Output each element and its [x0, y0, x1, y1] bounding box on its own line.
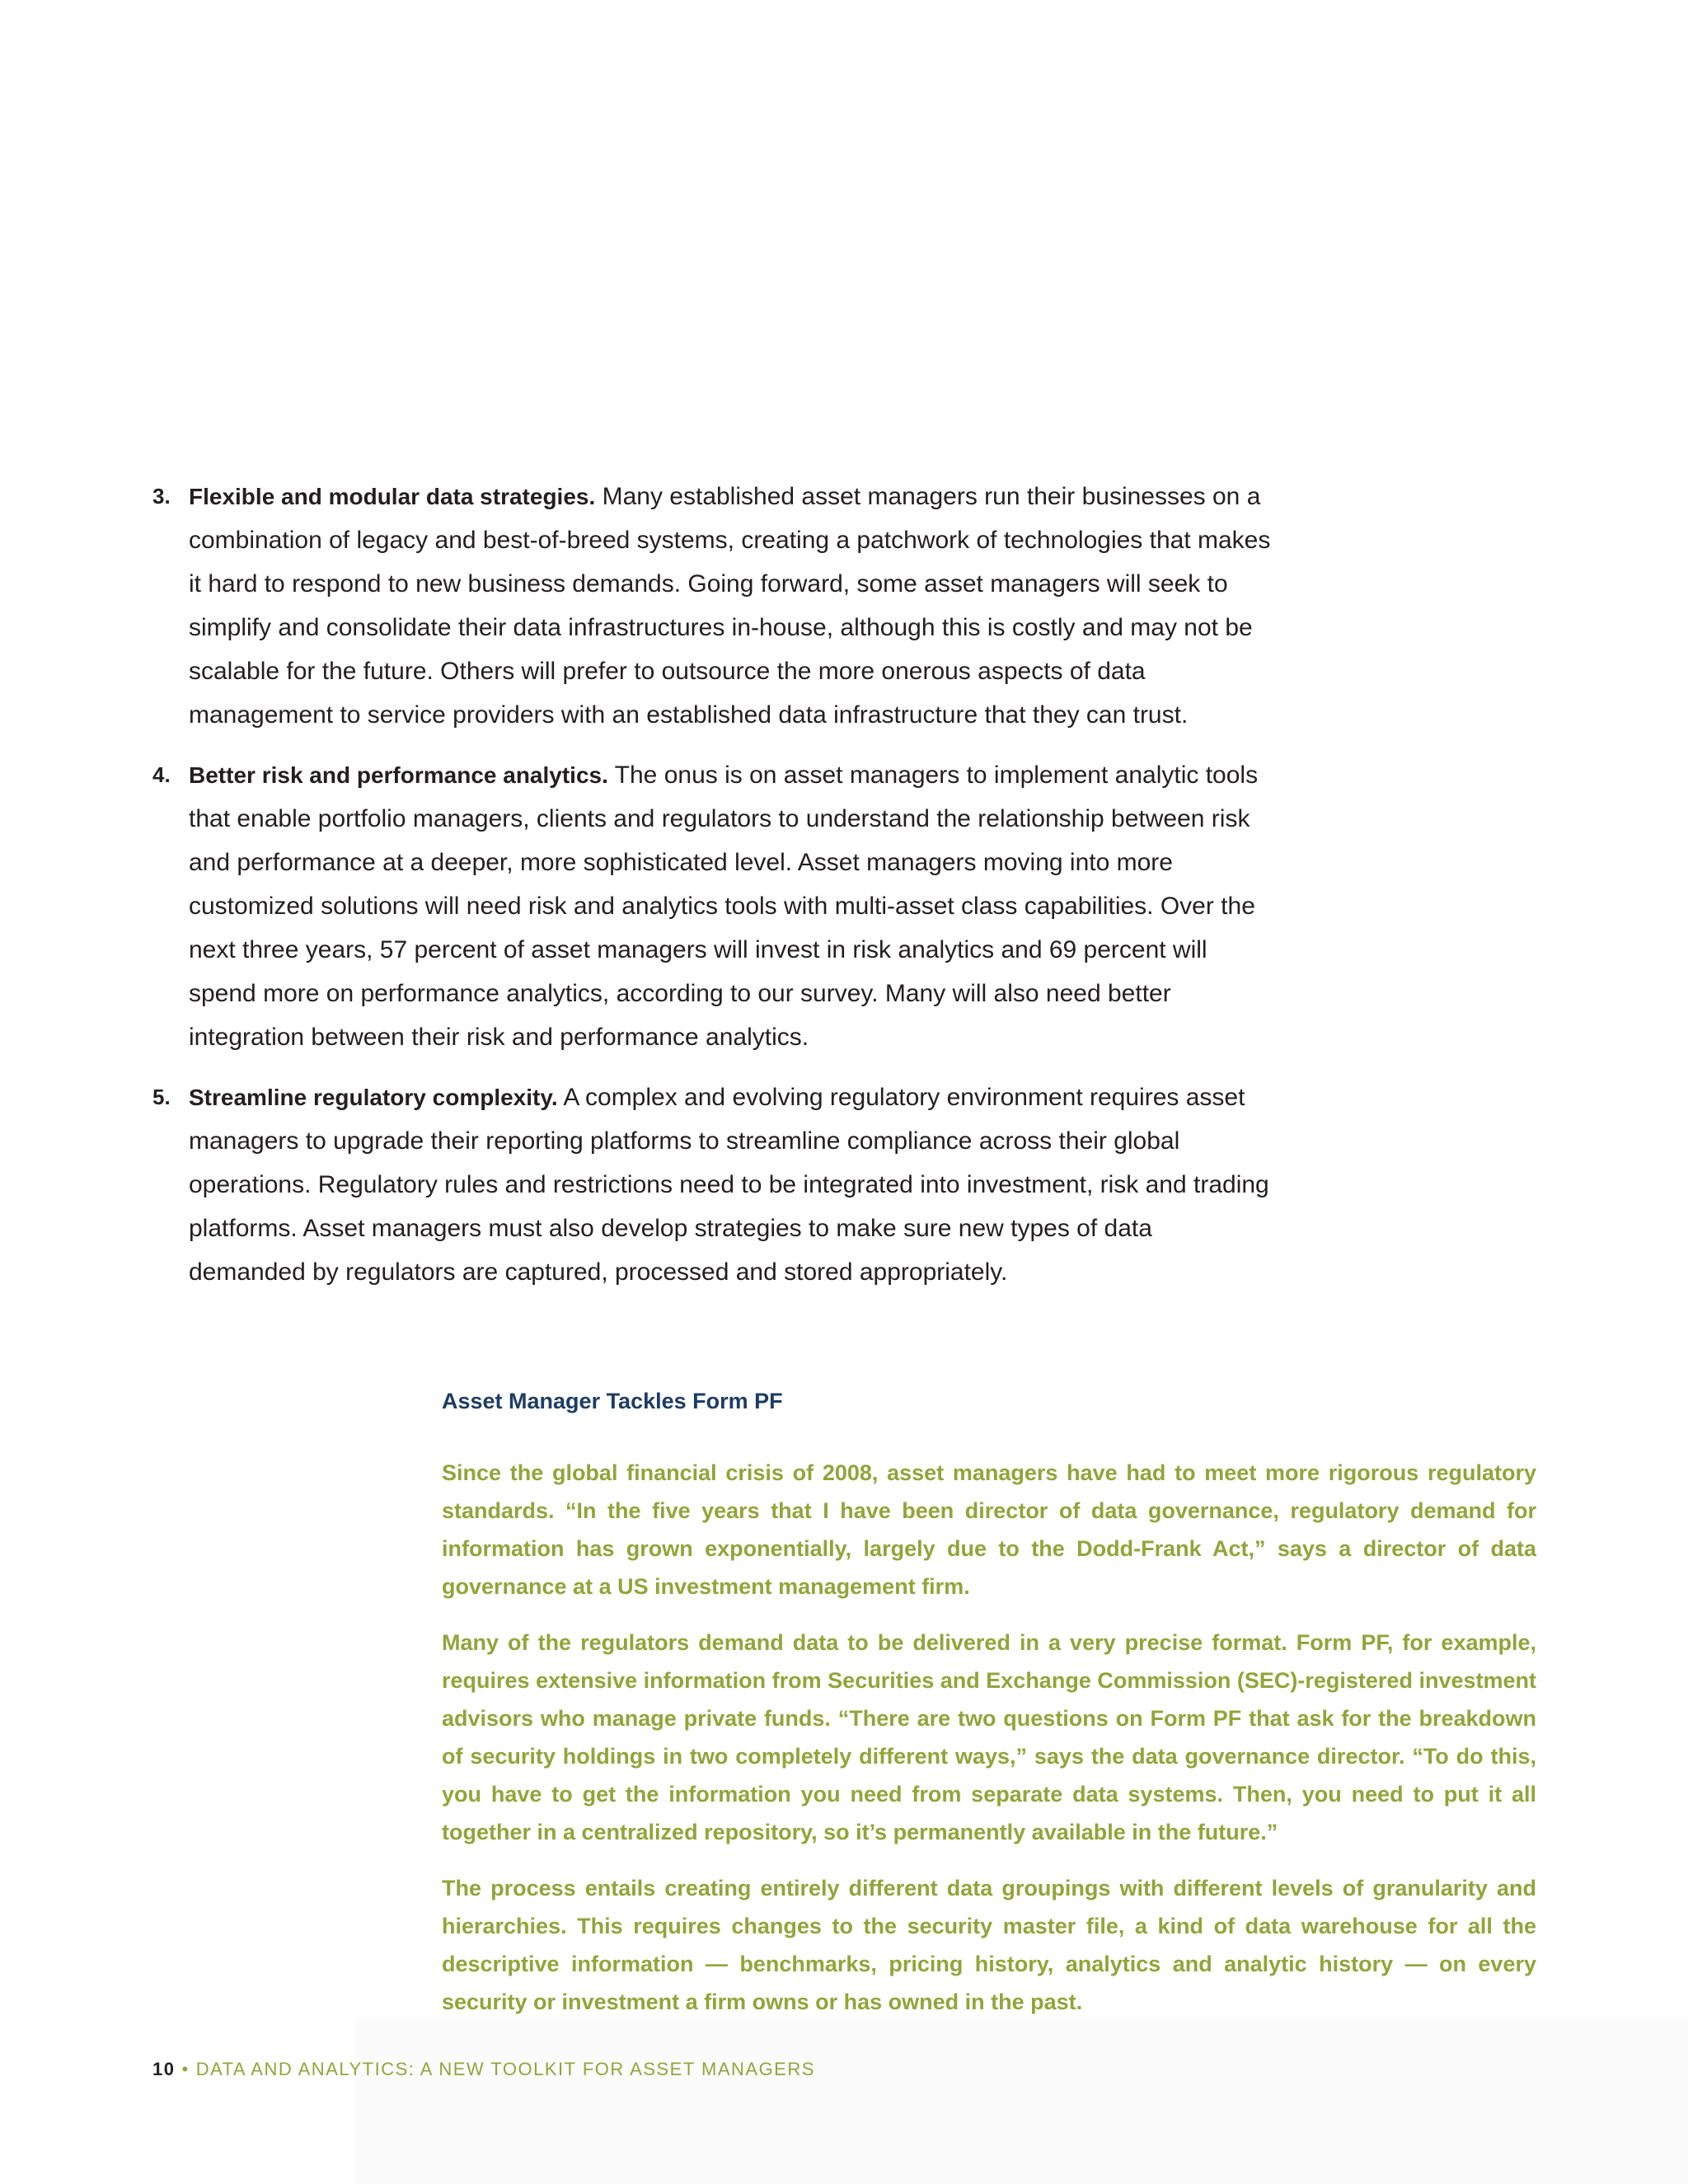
footer-separator: • — [181, 2059, 190, 2079]
list-text: Many established asset managers run their businesses on a combination of legacy and best-of-breed systems, creating a patchwork of technologies that makes it hard to respond to new business demands. Going forward, some asset managers will seek to simplify and consolidate their data infrastructures in-house, although this is costly and may not be scalable for the future. Others will prefer to outsource the more onerous aspects of data management to service providers with an established data infrastructure that they can trust. — [189, 483, 1271, 729]
list-number: 3. — [152, 484, 171, 509]
sidebar-paragraph: The process entails creating entirely different data groupings with different levels of granularity and hierarchies. This requires changes to the security master file, a kind of data warehouse for all the descriptive information — benchmarks, pricing history, analytics and analytic history — on every security or investment a firm owns or has owned in the past. — [442, 1876, 1536, 2014]
sidebar-paragraph: Since the global financial crisis of 2008, asset managers have had to meet more rigorous regulatory standards. “In the five years that I have been director of data governance, regulatory demand for information has grown exponentially, largely due to the Dodd-Frank Act,” says a director of data governance at a US investment management firm. — [442, 1460, 1536, 1599]
list-lead: Better risk and performance analytics. — [189, 762, 608, 788]
list-number: 4. — [152, 762, 171, 787]
list-lead: Flexible and modular data strategies. — [189, 484, 596, 509]
list-item-3 — [152, 475, 1273, 737]
list-item-5 — [152, 1076, 1273, 1294]
sidebar-case-study — [442, 1385, 1536, 2039]
list-number: 5. — [152, 1085, 171, 1109]
list-lead: Streamline regulatory complexity. — [189, 1085, 558, 1110]
running-title: DATA AND ANALYTICS: A NEW TOOLKIT FOR ASSET MANAGERS — [195, 2059, 815, 2079]
page-number: 10 — [152, 2059, 176, 2079]
page-footer — [152, 2058, 815, 2081]
sidebar-paragraph: Many of the regulators demand data to be delivered in a very precise format. Form PF, for example, requires extensive information from Securities and Exchange Commission (SEC)-registered investment advisors who manage private funds. “There are two questions on Form PF that ask for the breakdown of security holdings in two completely different ways,” says the data governance director. “To do this, you have to get the information you need from separate data systems. Then, you need to put it all together in a centralized repository, so it’s permanently available in the future.” — [442, 1630, 1536, 1844]
numbered-list — [152, 475, 1273, 1310]
list-text: The onus is on asset managers to implement analytic tools that enable portfolio managers, clients and regulators to understand the relationship between risk and performance at a deeper, more sophisticated level. Asset managers moving into more customized solutions will need risk and analytics tools with multi-asset class capabilities. Over the next three years, 57 percent of asset managers will invest in risk analytics and 69 percent will spend more on performance analytics, according to our survey. Many will also need better integration between their risk and performance analytics. — [189, 762, 1259, 1051]
list-text: A complex and evolving regulatory environment requires asset managers to upgrade their reporting platforms to streamline compliance across their global operations. Regulatory rules and restrictions need to be integrated into investment, risk and trading platforms. Asset managers must also develop strategies to make sure new types of data demanded by regulators are captured, processed and stored appropriately. — [189, 1084, 1269, 1286]
page-shade — [354, 2019, 1688, 2184]
sidebar-title: Asset Manager Tackles Form PF — [442, 1389, 783, 1413]
list-item-4 — [152, 753, 1273, 1059]
